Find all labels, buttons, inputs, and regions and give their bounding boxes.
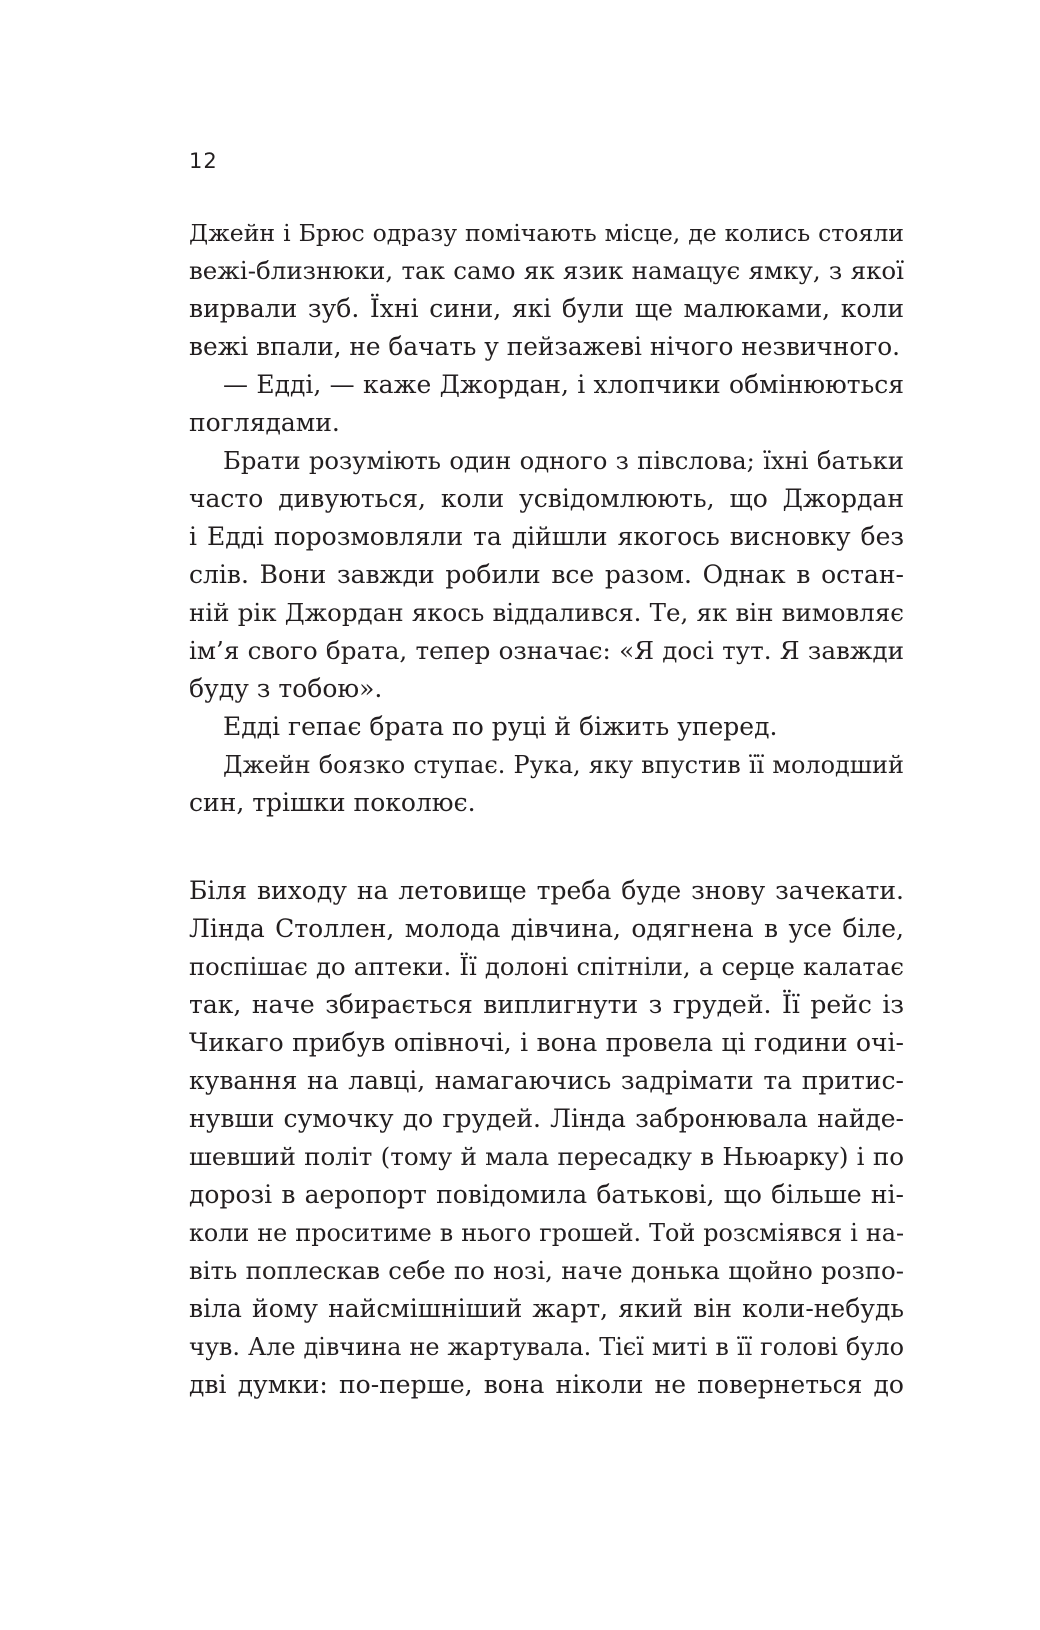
text-line: вирвали зуб. Їхні сини, які були ще малюками, коли [189,294,904,323]
text-line: буду з тобою». [189,674,383,703]
text-line: син, трішки поколює. [189,788,476,817]
text-line: вежі-близнюки, так само як язик намацує ямку, з якої [189,256,904,285]
paragraph-start-line: Джейн боязко ступає. Рука, яку впустив її молодший [223,751,904,779]
text-line: слів. Вони завжди робили все разом. Однак в остан- [189,560,904,589]
paragraph-start-line: Едді гепає брата по руці й біжить уперед. [223,712,778,741]
text-line: Біля виходу на летовище треба буде знову зачекати. [189,876,904,905]
text-line: вежі впали, не бачать у пейзажеві нічого незвичного. [189,332,900,361]
text-line: коли не проситиме в нього грошей. Той розсміявся і на- [189,1219,904,1247]
text-line: кування на лавці, намагаючись задрімати та притис- [189,1066,904,1095]
text-line: дві думки: по-перше, вона ніколи не повернеться до [189,1370,904,1399]
text-line: ній рік Джордан якось віддалився. Те, як він вимовляє [189,598,904,627]
text-line: дорозі в аеропорт повідомила батькові, що більше ні- [189,1180,904,1209]
text-line: ім’я свого брата, тепер означає: «Я досі тут. Я завжди [189,636,904,665]
page-number: 12 [189,149,218,173]
text-section-2 [189,872,904,1404]
dialogue-line: — Едді, — каже Джордан, і хлопчики обмінюються [223,370,904,399]
paragraph-start-line: Брати розуміють один одного з півслова; їхні батьки [223,446,904,475]
text-line: Лінда Столлен, молода дівчина, одягнена в усе біле, [189,914,904,943]
text-line: Джейн і Брюс одразу помічають місце, де колись стояли [189,219,904,247]
text-line: віла йому найсмішніший жарт, який він коли-небудь [189,1294,904,1323]
text-line: Чикаго прибув опівночі, і вона провела ці години очі- [189,1028,904,1057]
text-line: часто дивуються, коли усвідомлюють, що Джордан [189,484,904,513]
text-line: шевший політ (тому й мала пересадку в Ньюарку) і по [189,1142,904,1171]
text-line: і Едді порозмовляли та дійшли якогось висновку без [189,522,904,551]
text-line: поспішає до аптеки. Її долоні спітніли, а серце калатає [189,952,904,981]
text-line: чув. Але дівчина не жартувала. Тієї миті в її голові було [189,1333,904,1361]
text-line: поглядами. [189,408,340,437]
text-line: віть поплескав себе по нозі, наче донька щойно розпо- [189,1256,904,1285]
text-line: нувши сумочку до грудей. Лінда забронювала найде- [189,1104,904,1133]
text-line: так, наче збирається виплигнути з грудей. Її рейс із [189,990,904,1019]
text-section-1 [189,214,904,822]
